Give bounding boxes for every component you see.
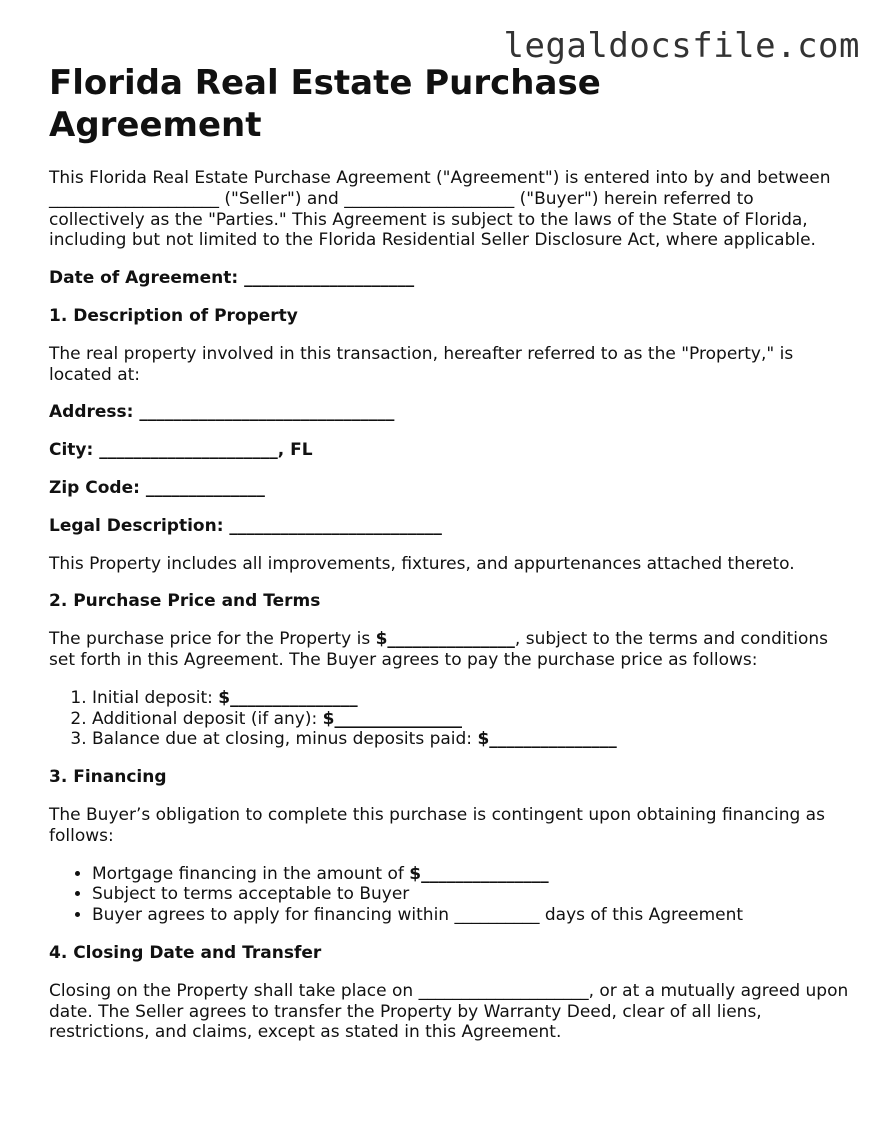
address-label: Address: [49,402,134,423]
list-item [92,905,849,926]
city-label: City: [49,440,94,461]
payment-item-text: Balance due at closing, minus deposits paid: [92,729,478,750]
payment-terms-list [49,688,849,750]
list-item [92,864,849,885]
date-of-agreement-label: Date of Agreement: [49,268,239,289]
financing-item-text: Mortgage financing in the amount of [92,863,410,884]
section-3-heading: 3. Financing [49,767,167,788]
payment-item-text: Additional deposit (if any): [92,708,323,729]
list-item [92,688,849,709]
payment-item-text: Initial deposit: [92,687,219,708]
financing-item-text: Subject to terms acceptable to Buyer [92,884,410,905]
zip-code-field [49,478,849,499]
date-of-agreement-field [49,268,849,289]
city-blank: _____________________ [99,440,278,461]
list-item [92,884,849,905]
purchase-price-text-before: The purchase price for the Property is [49,629,376,650]
payment-item-blank: $_______________ [477,729,617,750]
list-item [92,729,849,750]
legal-description-label: Legal Description: [49,515,224,536]
financing-amount-blank: $_______________ [409,863,549,884]
section-1-text: The real property involved in this transaction, hereafter referred to as the "Property," is located at: [49,343,794,385]
purchase-price-text-after: , subject to the terms and conditions set forth in this Agreement. The Buyer agrees to pay the purchase price as follows: [49,629,829,670]
city-state-suffix: , FL [277,440,313,461]
section-2-heading: 2. Purchase Price and Terms [49,591,321,612]
address-blank: ______________________________ [139,402,395,423]
zip-code-blank: ______________ [145,477,265,498]
list-item [92,709,849,730]
document-page [49,62,849,1060]
legal-description-blank: _________________________ [229,515,442,536]
purchase-price-blank: $_______________ [375,629,515,650]
city-field [49,440,849,461]
watermark: legaldocsfile.com [503,26,860,66]
financing-item-text: Buyer agrees to apply for financing within __________ days of this Agreement [92,905,744,926]
section-4-heading: 4. Closing Date and Transfer [49,942,322,963]
document-title: Florida Real Estate Purchase Agreement [49,63,601,145]
section-4-text: Closing on the Property shall take place on ____________________, or at a mutually agreed upon date. The Seller agrees to transfer the Property by Warranty Deed, clear of all liens, restrictions, and claims, except as stated in this Agreement. [49,980,849,1043]
section-3-text: The Buyer’s obligation to complete this purchase is contingent upon obtaining financing as follows: [49,804,825,846]
legal-description-field [49,516,849,537]
payment-item-blank: $_______________ [218,687,358,708]
financing-list [49,864,849,926]
address-field [49,402,849,423]
section-1-heading: 1. Description of Property [49,305,298,326]
payment-item-blank: $_______________ [322,708,462,729]
section-2-text [49,629,849,671]
intro-paragraph: This Florida Real Estate Purchase Agreement ("Agreement") is entered into by and between ____________________ ("Seller") and ____________________ ("Buyer") herein referred to collectively as the "Parties." This Agreement is subject to the laws of the State of Florida, including but not limited to the Florida Residential Seller Disclosure Act, where applicable. [49,168,831,251]
date-of-agreement-blank: ____________________ [244,268,415,289]
section-1-closing-text: This Property includes all improvements, fixtures, and appurtenances attached thereto. [49,553,795,574]
zip-code-label: Zip Code: [49,477,140,498]
